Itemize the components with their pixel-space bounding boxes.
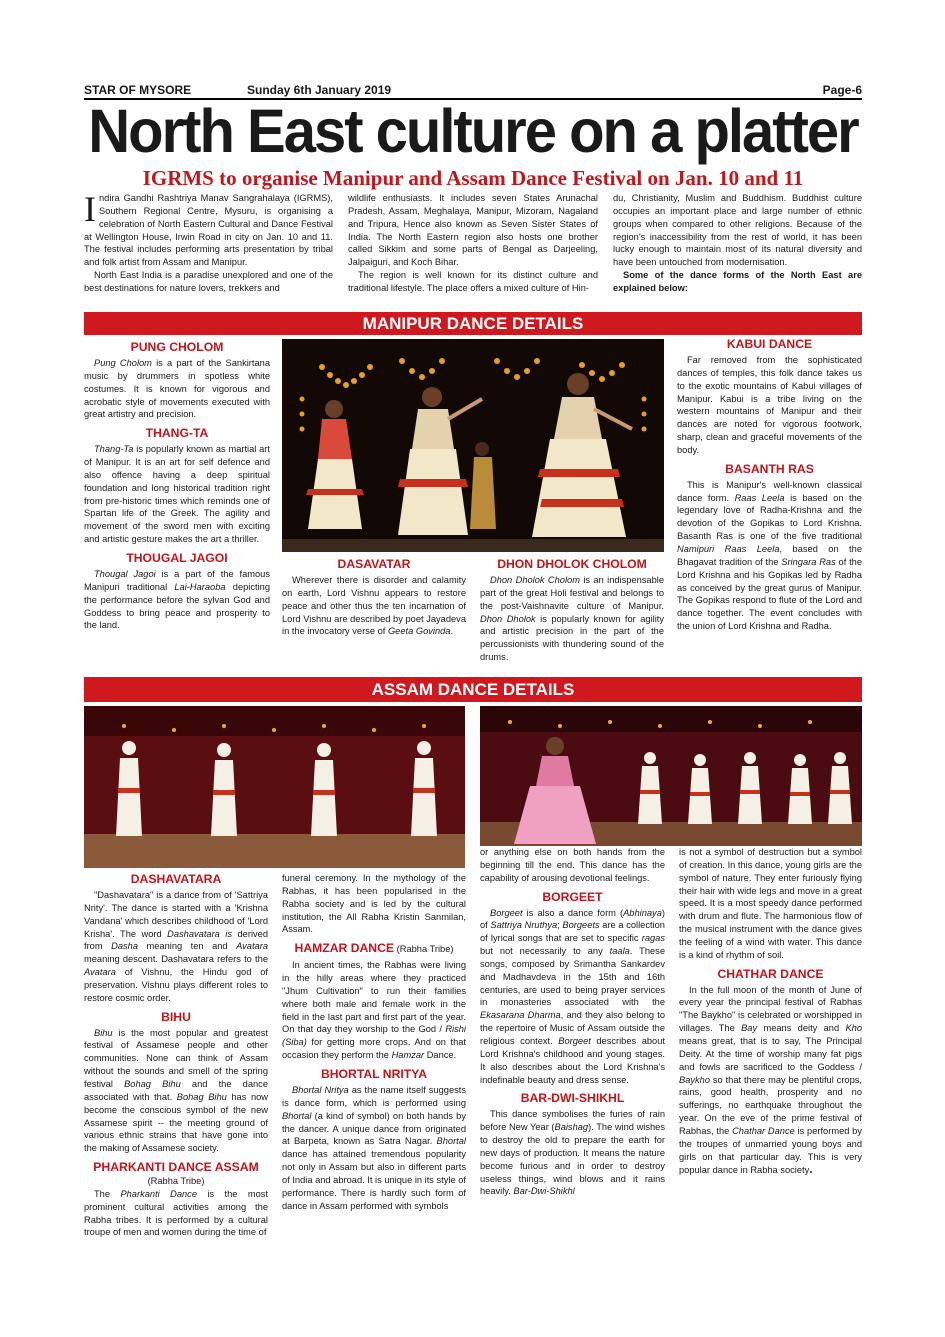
intro-paragraph: The region is well known for its distinct culture and traditional lifestyle. The place offers a mixed culture of Hin- xyxy=(348,270,598,293)
dasavatar-text: Wherever there is disorder and calamity on earth, Lord Vishnu appears to restore peace and other thus the ten incarnation of Lord Vishnu are described by poet Jayadeva in the invocatory verse of Geeta Govinda. xyxy=(282,575,466,637)
dashavatara-text: "Dashavatara" is a dance from of 'Sattriya Nrity'. The dance is started with a 'Krishna Vandana' which describes childhood of 'Lord Krisha'. The word Dashavatara is derived from Dasha meaning ten and Avatara meaning descent. Dashavatara refers to the Avatara of Vishnu, the Hindu god of preservation. Vishnu plays different roles to restore cosmic order. xyxy=(84,890,268,1003)
manipur-dance-photo xyxy=(282,339,664,552)
thang-ta-text: Thang-Ta is popularly known as martial art of Manipur. It is an art for self defence and also offence having a deep spiritual foundation and long historical tradition right from pre-historic times which reminds one of Spartan life of the Greek. The agility and movement of the sword men with exciting and artistic gesture makes the art a thriller. xyxy=(84,444,270,545)
dasavatar-heading: DASAVATAR xyxy=(337,557,411,571)
borgeet-heading: BORGEET xyxy=(542,889,603,904)
headline: North East culture on a platter xyxy=(88,97,858,166)
hamzar-heading: HAMZAR DANCE (Rabha Tribe) xyxy=(294,941,454,956)
assam-column-2 xyxy=(282,872,466,1212)
kabui-dance-heading: KABUI DANCE xyxy=(726,337,813,351)
assam-section-bar: ASSAM DANCE DETAILS xyxy=(84,677,862,702)
dhon-dholok-heading: DHON DHOLOK CHOLOM xyxy=(497,557,647,571)
pung-cholom-heading: PUNG CHOLOM xyxy=(130,340,224,354)
drop-cap: I xyxy=(84,189,96,229)
subheadline: IGRMS to organise Manipur and Assam Dance Festival on Jan. 10 and 11 xyxy=(142,166,804,190)
pharkanti-subheading: (Rabha Tribe) xyxy=(147,1176,205,1187)
assam-column-1 xyxy=(84,870,268,1239)
bihu-heading: BIHU xyxy=(161,1009,191,1024)
dhon-dholok-text: Dhon Dholok Cholom is an indispensable part of the great Holi festival and belongs to the post-Vaishnavite culture of Manipur. Dhon Dholok is popularly known for agility and artistic precision in the part of the percussionists with thundering sound of the drums. xyxy=(480,575,664,663)
borgeet-text: Borgeet is also a dance form (Abhinaya) of Sattriya Nruthya; Borgeets are a collection of lyrical songs that are set to specific ragas but not necessarily to any taala. These songs, composed by Srimantha Sankardev and Madhavdeva in the 15th and 16th centuries, are used to being prayer services in monasteries associated with the Ekasarana Dharma, and they also belong to the repertoire of Music of Assam outside the religious context. Borgeet describes about Lord Krishna's childhood and young stages. It also describes about the Lord Krishna's indefinable beauty and dress sense. xyxy=(480,907,665,1085)
intro-column-1 xyxy=(84,189,333,295)
hamzar-text: In ancient times, the Rabhas were living in the hilly areas where they practiced "Jhum Cultivation" to run their families where both male and female work in the field in the last part and first part of the year. On that day they worship to the God / Rishi (Siba) for getting more crops. And on that occasion they perform the Hamzar Dance. xyxy=(282,960,466,1061)
chathar-heading: CHATHAR DANCE xyxy=(717,966,824,981)
manipur-section-bar: MANIPUR DANCE DETAILS xyxy=(84,312,862,335)
manipur-right-column xyxy=(677,335,862,633)
bhortal-continued-text: or anything else on both hands from the beginning till the end. This dance has the capability of arousing devotional feelings. xyxy=(480,847,665,883)
assam-column-3 xyxy=(480,846,665,1198)
intro-paragraph: Some of the dance forms of the North East are explained below: xyxy=(613,270,862,293)
intro-column-2 xyxy=(348,192,598,295)
issue-date: Sunday 6th January 2019 xyxy=(247,83,392,97)
intro-paragraph: du, Christianity, Muslim and Buddhism. Buddhist culture occupies an important place and large number of ethnic groups when compared to other religions. Because of the region's inaccessibility from the rest of world, it has been lucky enough to maintain most of its natural diversity and have been untouched from modernisation. xyxy=(613,193,862,268)
dhon-dholok-column xyxy=(480,555,664,664)
basanth-ras-heading: BASANTH RAS xyxy=(725,461,814,476)
dasavatar-column xyxy=(282,555,466,638)
basanth-ras-text: This is Manipur's well-known classical dance form. Raas Leela is based on the legendary love of Radha-Krishna and the devotion of the Gopikas to Lord Krishna. Basanth Ras is one of the five traditional Namipuri Raas Leela, based on the Bhagavat tradition of the Sringara Ras of the Lord Krishna and his Gopikas led by Radha as conceived by the great gurus of Manipur. The Gopikas respond to flute of the Lord and dance together. The event concludes with the union of Lord Krishna and Radha. xyxy=(677,479,863,632)
bar-dwi-shikhl-text: This dance symbolises the furies of rain before New Year (Baishag). The wind wishes to destroy the old to prepare the earth for new days of production. It means the nature become furious and in order to destroy useless things, wind blows and it rains heavily. Bar-Dwi-Shikhl xyxy=(480,1109,665,1197)
thang-ta-heading: THANG-TA xyxy=(145,426,209,441)
intro-paragraph: wildlife enthusiasts. It includes seven States Arunachal Pradesh, Assam, Meghalaya, Manipur, Mizoram, Nagaland and Tripura, Hence also known as Seven Sister States of India. The North Eastern region also hosts one brother called Sikkim and some parts of Bengal as Darjeeling, Jalpaiguri, and Koch Bihar. xyxy=(348,193,598,268)
assam-dance-photo-2 xyxy=(480,706,862,846)
assam-dance-photo-1-art xyxy=(84,706,465,868)
assam-dance-photo-2-art xyxy=(480,706,862,846)
assam-column-4 xyxy=(679,846,862,1177)
pharkanti-continued-text: funeral ceremony. In the mythology of the Rabhas, it has been popularised in the Rabha society and is led by the cultural institution, the All Rabha Kristin Sanmilan, Assam. xyxy=(282,873,466,935)
bhortal-heading: BHORTAL NRITYA xyxy=(320,1066,428,1081)
dashavatara-heading: DASHAVATARA xyxy=(130,872,222,886)
newspaper-name: STAR OF MYSORE xyxy=(84,83,192,97)
chathar-text: In the full moon of the month of June of every year the principal festival of Rabhas "The Baykho" is celebrated or worshipped in villages. The Bay means deity and Kho means great, that is to say, The Principal Deity. At the time of worship many fat pigs and fowls are sacrificed to the Goddess / Baykho so that there may be plentiful crops, rains, good health, prosperity and no sufferings, no earthquake throughout the year. On the eve of the prime festival of Rabhas, the Chathar Dance is performed by the troupes of unmarried young boys and girls on that particular day. This is very popular dance in Rabha society. xyxy=(679,984,863,1177)
thougal-jagoi-text: Thougal Jagoi is a part of the famous Manipuri traditional Lai-Haraoba depicting the performance before the sylvan God and Goddess to bring peace and prosperity to the land. xyxy=(84,568,270,631)
assam-dance-photo-1 xyxy=(84,706,465,868)
thougal-jagoi-heading: THOUGAL JAGOI xyxy=(126,550,228,565)
bhortal-text: Bhortal Nritya as the name itself suggests is dance form, which is performed using Bhortal (a kind of symbol) on both hands by the dancer. A unique dance from originated at Barpeta, known as Satra Nagar. Bhortal dance has attained tremendous popularity not only in Assam but also in different parts of India and abroad. It is unique in its style of performance. There is hardly such form of dance in Assam performed with symbols xyxy=(282,1084,466,1211)
manipur-dance-photo-art xyxy=(282,339,664,552)
intro-paragraph: North East India is a paradise unexplored and one of the best destinations for nature lovers, trekkers and xyxy=(84,270,333,293)
page-number: Page-6 xyxy=(822,83,862,97)
kabui-dance-text: Far removed from the sophisticated dances of temples, this folk dance takes us to the exotic mountains of Kabui villages of Manipur. Kabui is a tribe living on the western mountains of Manipur and their dances are noted for vigorous footwork, sharp, clean and graceful movements of the body. xyxy=(677,355,862,455)
pharkanti-text: The Pharkanti Dance is the most prominent cultural activities among the Rabha tribes. It is performed by a cultural troupe of men and women during the time of xyxy=(84,1188,268,1238)
pharkanti-heading: PHARKANTI DANCE ASSAM xyxy=(93,1160,259,1175)
pung-cholom-text: Pung Cholom is a part of the Sankirtana music by drummers in spotless white costumes. It is known for vigorous and acrobatic style of movements executed with great artistry and precision. xyxy=(84,358,270,420)
intro-paragraph: ndira Gandhi Rashtriya Manav Sangrahalaya (IGRMS), Southern Regional Centre, Mysuru, is organising a celebration of North Eastern Cultural and Dance Festival at Wellington House, Irwin Road in city on Jan. 10 and 11. The festival includes performing arts presentation by tribal and folk artist from Assam and Manipur. xyxy=(84,193,333,268)
bar-dwi-shikhl-continued-text: is not a symbol of destruction but a symbol of creation. In this dance, young girls are the symbol of nature. They enter furiously flying their hair with wide legs and move in a great speed. It is a most speedy dance performed with drum and flute. The harmonious flow of the musical instrument with the dance gives the feeling of a wind with water. This dance is a kind of rhythm of soil. xyxy=(679,847,862,960)
intro-column-3 xyxy=(613,192,862,295)
bihu-text: Bihu is the most popular and greatest festival of Assamese people and other communities. None can think of Assam without the sounds and smell of the spring festival Bohag Bihu and the dance associated with that. Bohag Bihu has now become the conscious symbol of the new Assamese spirit -- the meeting ground of various ethnic strains that have gone into the making of Assamese society. xyxy=(84,1027,268,1154)
manipur-left-column xyxy=(84,338,270,632)
bar-dwi-shikhl-heading: BAR-DWI-SHIKHL xyxy=(520,1091,625,1106)
